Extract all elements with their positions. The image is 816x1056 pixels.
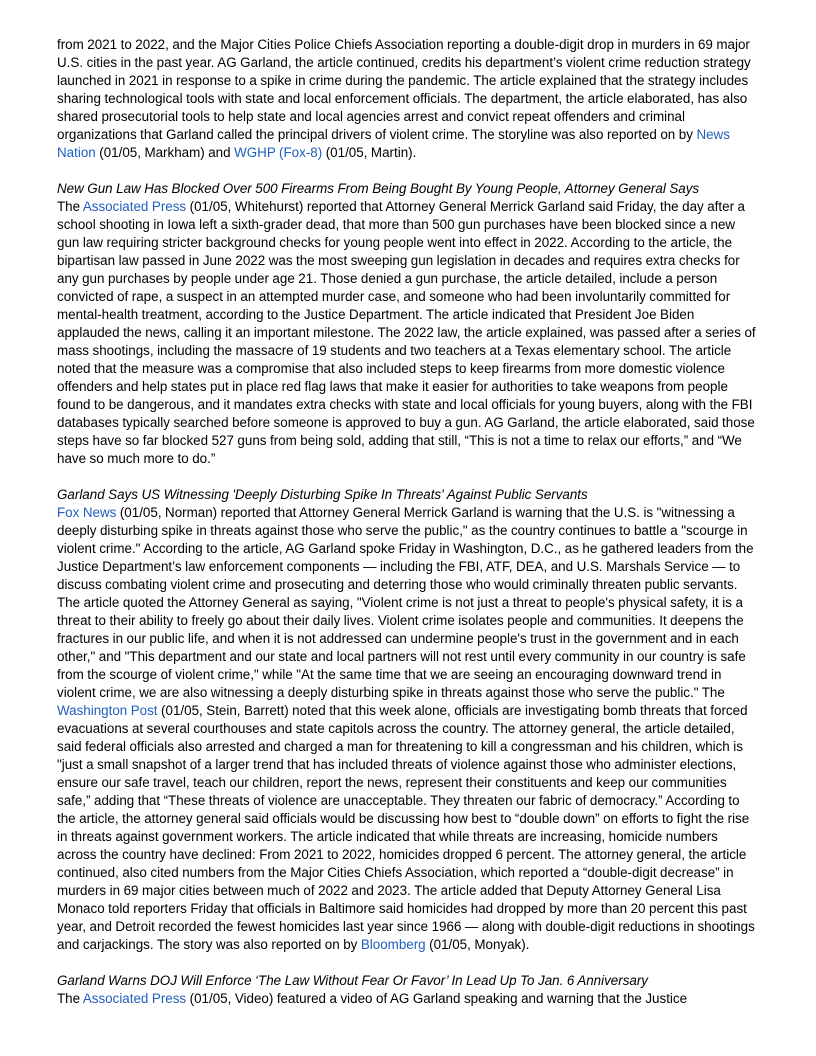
article-threats-text-2: (01/05, Stein, Barrett) noted that this week alone, officials are investigating bomb threats that forced evacuations at several courthouses and state capitols across the country. The attorney general, the article detailed, said federal officials also arrested and charged a man for threatening to kill a congressman and his children, which is "just a small snapshot of a larger trend that has included threats of violence against those who administer elections, ensure our safe travel, teach our children, report the news, represent their constituents and keep our communities safe,” adding that “These threats of violence are unacceptable. They threaten our fabric of democracy.” According to the article, the attorney general said officials would be discussing how best to “double down” on efforts to fight the rise in threats against government workers. The article indicated that while threats are increasing, homicide numbers across the country have declined: From 2021 to 2022, homicides dropped 6 percent. The attorney general, the article continued, also cited numbers from the Major Cities Chiefs Association, which reported a “double-digit decrease” in murders in 69 major cities between much of 2022 and 2023. The article added that Deputy Attorney General Lisa Monaco told reporters Friday that officials in Baltimore said homicides had dropped by more than 20 percent this past year, and Detroit recorded the fewest homicides last year since 1966 — along with double-digit reductions in shootings and carjackings. The story was also reported on by [57, 703, 755, 952]
article-gun-law-text-1: The [57, 199, 83, 214]
associated-press-link[interactable]: Associated Press [82, 199, 187, 214]
article-gun-law-text-2: (01/05, Whitehurst) reported that Attorney General Merrick Garland said Friday, the day after a school shooting in Iowa left a sixth-grader dead, that more than 500 gun purchases have been blocked since a new gun law requiring stricter background checks for young people went into effect in 2022. According to the article, the bipartisan law passed in June 2022 was the most sweeping gun legislation in decades and requires extra checks for any gun purchases by people under age 21. Those denied a gun purchase, the article detailed, include a person convicted of rape, a suspect in an attempted murder case, and someone who had been involuntarily committed for mental-health treatment, according to the Justice Department. The article indicated that President Joe Biden applauded the news, calling it an important milestone. The 2022 law, the article explained, was passed after a series of mass shootings, including the massacre of 19 students and two teachers at a Texas elementary school. The article noted that the measure was a compromise that also included steps to keep firearms from more domestic violence offenders and help states put in place red flag laws that make it easier for authorities to take weapons from people found to be dangerous, and it mandates extra checks with state and local officials for young buyers, along with the FBI databases typically searched before someone is approved to buy a gun. AG Garland, the article elaborated, said those steps have so far blocked 527 guns from being sold, adding that still, “This is not a time to relax our efforts,” and “We have so much more to do.” [57, 199, 756, 466]
article-threats-headline: Garland Says US Witnessing 'Deeply Disturbing Spike In Threats' Against Public Servants [57, 487, 588, 502]
intro-text-1: from 2021 to 2022, and the Major Cities Police Chiefs Association reporting a double-digit drop in murders in 69 major U.S. cities in the past year. AG Garland, the article continued, credits his department’s violent crime reduction strategy launched in 2021 in response to a spike in crime during the pandemic. The article explained that the strategy includes sharing technological tools with state and local enforcement officials. The department, the article elaborated, has also shared prosecutorial tools to help state and local agencies arrest and convict repeat offenders and criminal organizations that Garland called the principal drivers of violent crime. The storyline was also reported on by [57, 37, 751, 142]
intro-text-2: (01/05, Markham) and [95, 145, 235, 160]
bloomberg-link[interactable]: Bloomberg [360, 937, 426, 952]
associated-press-video-link[interactable]: Associated Press [82, 991, 187, 1006]
article-jan6-headline: Garland Warns DOJ Will Enforce ‘The Law Without Fear Or Favor’ In Lead Up To Jan. 6 Anniversary [57, 973, 648, 988]
intro-paragraph [57, 36, 760, 162]
article-jan6 [57, 972, 760, 1008]
article-threats [57, 486, 760, 954]
washington-post-link[interactable]: Washington Post [57, 703, 158, 718]
article-jan6-text-1: The [57, 991, 83, 1006]
article-jan6-text-2: (01/05, Video) featured a video of AG Garland speaking and warning that the Justice [186, 991, 688, 1006]
article-threats-text-3: (01/05, Monyak). [425, 937, 530, 952]
news-nation-link[interactable]: News Nation [57, 127, 730, 160]
wghp-fox8-link[interactable]: WGHP (Fox-8) [234, 145, 323, 160]
article-threats-text-1: (01/05, Norman) reported that Attorney General Merrick Garland is warning that the U.S. is "witnessing a deeply disturbing spike in threats against those who serve the public," as the country continues to battle a "scourge in violent crime." According to the article, AG Garland spoke Friday in Washington, D.C., as he gathered leaders from the Justice Department’s law enforcement components — including the FBI, ATF, DEA, and U.S. Marshals Service — to discuss combating violent crime and prosecuting and deterring those who would criminally threaten public servants. The article quoted the Attorney General as saying, "Violent crime is not just a threat to people's physical safety, it is a threat to their ability to freely go about their daily lives. Violent crime isolates people and communities. It deepens the fractures in our public life, and when it is not addressed can undermine people's trust in the government and in each other," and "This department and our state and local partners will not rest until every community in our country is safe from the scourge of violent crime," while "At the same time that we are seeing an encouraging downward trend in violent crime, we are also witnessing a deeply disturbing spike in threats against those who serve the public." The [57, 505, 754, 700]
article-gun-law [57, 180, 760, 468]
fox-news-link[interactable]: Fox News [57, 505, 117, 520]
intro-text-3: (01/05, Martin). [322, 145, 417, 160]
article-gun-law-headline: New Gun Law Has Blocked Over 500 Firearms From Being Bought By Young People, Attorney General Says [57, 181, 700, 196]
